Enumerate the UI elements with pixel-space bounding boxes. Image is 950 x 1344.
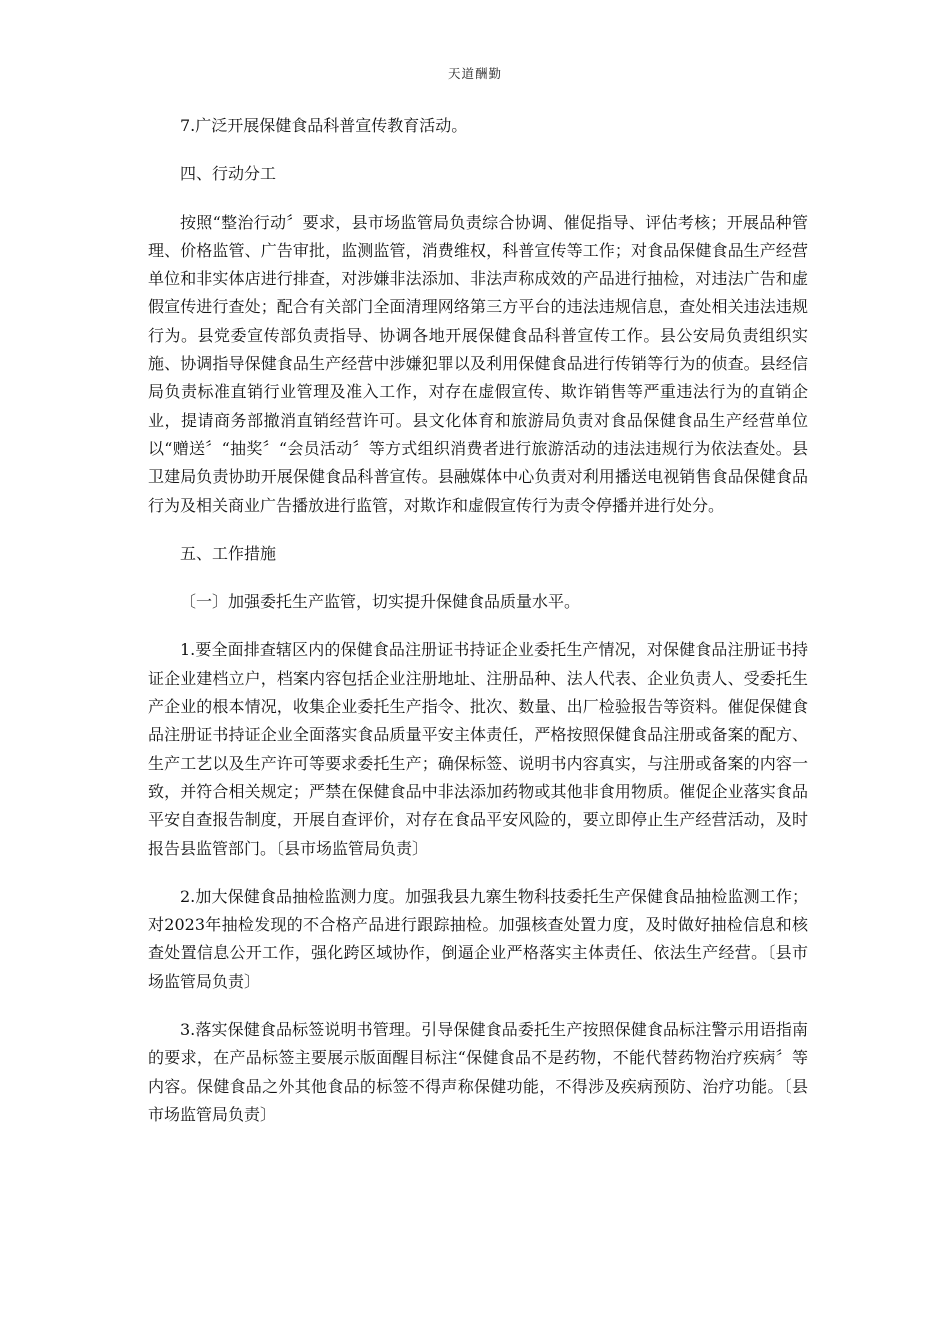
document-body [148,112,808,1129]
paragraph-division-of-duties: 按照“整治行动〞要求，县市场监管局负责综合协调、催促指导、评估考核；开展品种管理、价格监管、广告审批，监测监管，消费维权，科普宣传等工作；对食品保健食品生产经营单位和非实体店进行排查，对涉嫌非法添加、非法声称成效的产品进行抽检，对违法广告和虚假宣传进行查处；配合有关部门全面清理网络第三方平台的违法违规信息，查处相关违法违规行为。县党委宣传部负责指导、协调各地开展保健食品科普宣传工作。县公安局负责组织实施、协调指导保健食品生产经营中涉嫌犯罪以及利用保健食品进行传销等行为的侦查。县经信局负责标准直销行业管理及准入工作，对存在虚假宣传、欺诈销售等严重违法行为的直销企业，提请商务部撤消直销经营许可。县文化体育和旅游局负责对食品保健食品生产经营单位以“赠送〞“抽奖〞“会员活动〞等方式组织消费者进行旅游活动的违法违规行为依法查处。县卫建局负责协助开展保健食品科普宣传。县融媒体中心负责对利用播送电视销售食品保健食品行为及相关商业广告播放进行监管，对欺诈和虚假宣传行为责令停播并进行处分。 [148,212,808,515]
page-header: 天道酬勤 [447,66,502,81]
section-heading-4: 四、行动分工 [180,164,277,184]
list-item-7: 7.广泛开展保健食品科普宣传教育活动。 [180,116,468,135]
section-heading-5: 五、工作措施 [180,543,277,563]
subsection-heading-1: 〔一〕加强委托生产监管，切实提升保健食品质量水平。 [180,592,581,612]
measure-item-2: 2.加大保健食品抽检监测力度。加强我县九寨生物科技委托生产保健食品抽检监测工作；对2023年抽检发现的不合格产品进行跟踪抽检。加强核查处置力度，及时做好抽检信息和核查处置信息公开工作，强化跨区域协作，倒逼企业严格落实主体责任、依法生产经营。〔县市场监管局负责〕 [148,886,808,991]
measure-item-3: 3.落实保健食品标签说明书管理。引导保健食品委托生产按照保健食品标注警示用语指南的要求，在产品标签主要展示版面醒目标注“保健食品不是药物，不能代替药物治疗疾病〞等内容。保健食品之外其他食品的标签不得声称保健功能，不得涉及疾病预防、治疗功能。〔县市场监管局负责〕 [148,1020,808,1124]
measure-item-1: 1.要全面排查辖区内的保健食品注册证书持证企业委托生产情况，对保健食品注册证书持证企业建档立户，档案内容包括企业注册地址、注册品种、法人代表、企业负责人、受委托生产企业的根本情况，收集企业委托生产指令、批次、数量、出厂检验报告等资料。催促保健食品注册证书持证企业全面落实食品质量平安主体责任，严格按照保健食品注册或备案的配方、生产工艺以及生产许可等要求委托生产；确保标签、说明书内容真实，与注册或备案的内容一致，并符合相关规定；严禁在保健食品中非法添加药物或其他非食用物质。催促企业落实食品平安自查报告制度，开展自查评价，对存在食品平安风险的，要立即停止生产经营活动，及时报告县监管部门。〔县市场监管局负责〕 [148,640,808,858]
